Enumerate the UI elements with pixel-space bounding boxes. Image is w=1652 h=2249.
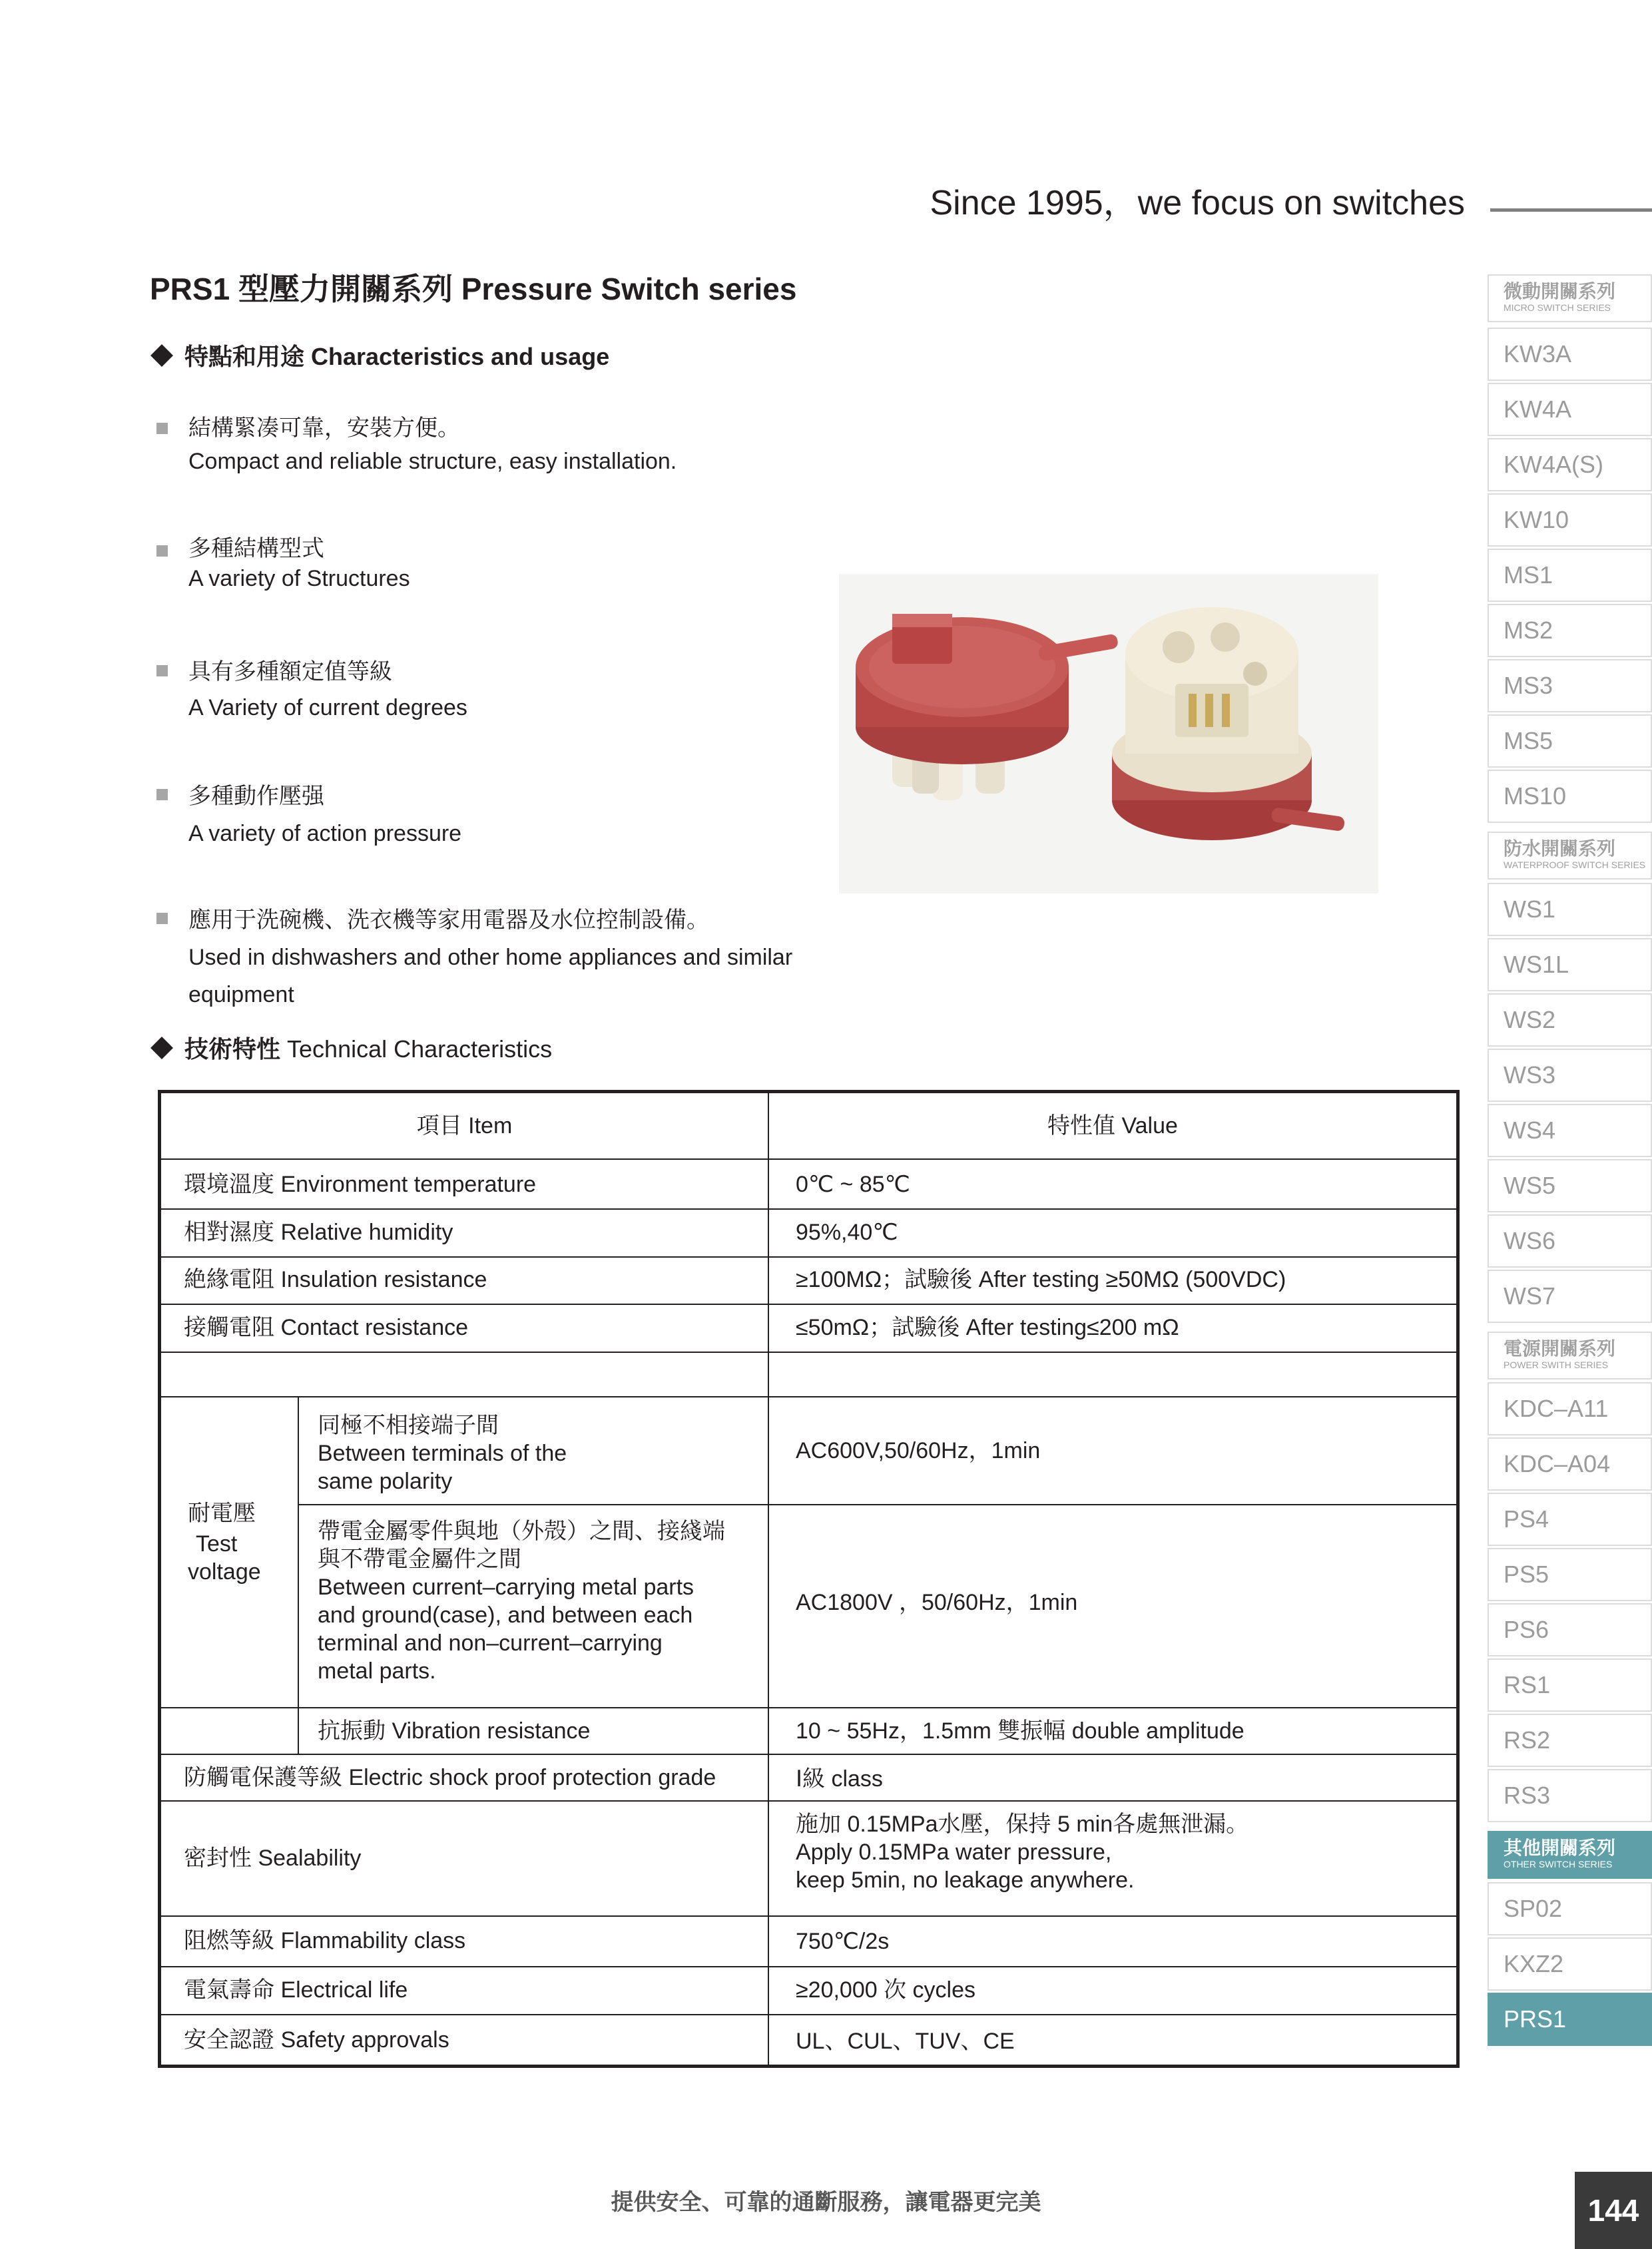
sidebar-item-ms10[interactable]: MS10	[1488, 770, 1652, 823]
footer-slogan: 提供安全、可靠的通斷服務，讓電器更完美	[611, 2190, 1041, 2215]
vibration-item: 抗振動 Vibration resistance	[318, 1718, 591, 1744]
sidebar-category-power[interactable]: 電源開關系列 POWER SWITH SERIES	[1488, 1332, 1652, 1379]
square-bullet-icon	[156, 545, 168, 557]
seal-value: 施加 0.15MPa水壓，保持 5 min各處無泄漏。 Apply 0.15MPa water pressure, keep 5min, no leakage anywhere.	[796, 1812, 1249, 1893]
sidebar-item-ms3[interactable]: MS3	[1488, 659, 1652, 712]
sidebar-item-ws6[interactable]: WS6	[1488, 1214, 1652, 1268]
row-item: 接觸電阻 Contact resistance	[184, 1315, 469, 1340]
sidebar-item-ws2[interactable]: WS2	[1488, 993, 1652, 1047]
diamond-icon	[150, 1037, 173, 1059]
bullet-item: 結構緊凑可靠，安裝方便。 Compact and reliable structure, easy installation.	[156, 411, 889, 478]
sidebar-item-kw3a[interactable]: KW3A	[1488, 328, 1652, 381]
sidebar-item-ws4[interactable]: WS4	[1488, 1104, 1652, 1157]
sidebar-item-rs3[interactable]: RS3	[1488, 1769, 1652, 1822]
bullet-item: 多種動作壓强 A variety of action pressure	[156, 778, 889, 852]
page-number: 144	[1575, 2172, 1652, 2249]
sidebar-item-ps4[interactable]: PS4	[1488, 1493, 1652, 1546]
sidebar-item-ws5[interactable]: WS5	[1488, 1159, 1652, 1212]
header-value: 特性值 Value	[1047, 1113, 1178, 1138]
row-value: ≤50mΩ；試驗後 After testing≤200 mΩ	[796, 1315, 1179, 1340]
row-item: 環境溫度 Environment temperature	[184, 1172, 537, 1197]
diamond-icon	[150, 344, 173, 367]
test-voltage-sub2-value: AC1800V ，50/60Hz，1min	[796, 1590, 1078, 1615]
header-item: 項目 Item	[416, 1113, 513, 1138]
test-voltage-sub1: 同極不相接端子間 Between terminals of the same polarity	[318, 1413, 567, 1494]
sidebar-item-rs1[interactable]: RS1	[1488, 1658, 1652, 1712]
square-bullet-icon	[156, 665, 168, 676]
shock-item: 防觸電保護等級 Electric shock proof protection grade	[184, 1765, 716, 1790]
square-bullet-icon	[156, 913, 168, 924]
sidebar-item-kdc-a04[interactable]: KDC–A04	[1488, 1437, 1652, 1491]
row-item: 絶緣電阻 Insulation resistance	[184, 1267, 487, 1292]
flame-value: 750℃/2s	[796, 1929, 890, 1954]
row-item: 相對濕度 Relative humidity	[184, 1220, 453, 1245]
sidebar-item-ws1l[interactable]: WS1L	[1488, 938, 1652, 991]
sidebar-item-ws3[interactable]: WS3	[1488, 1049, 1652, 1102]
tagline-rule	[1490, 208, 1652, 212]
sidebar-category-other[interactable]: 其他開關系列 OTHER SWITCH SERIES	[1488, 1831, 1652, 1879]
test-voltage-sub1-value: AC600V,50/60Hz，1min	[796, 1438, 1041, 1463]
page-title: PRS1 型壓力開關系列 Pressure Switch series	[150, 272, 797, 306]
sidebar-item-kw10[interactable]: KW10	[1488, 493, 1652, 547]
sidebar-item-rs2[interactable]: RS2	[1488, 1714, 1652, 1767]
square-bullet-icon	[156, 789, 168, 800]
sidebar-item-ms2[interactable]: MS2	[1488, 604, 1652, 657]
bullet-item: 多種結構型式 A variety of Structures	[156, 534, 889, 594]
row-value: ≥100MΩ；試驗後 After testing ≥50MΩ (500VDC)	[796, 1267, 1286, 1292]
vibration-value: 10 ~ 55Hz，1.5mm 雙振幅 double amplitude	[796, 1718, 1244, 1744]
test-voltage-sub2: 帶電金屬零件與地（外殻）之間、接綫端 與不帶電金屬件之間 Between current–carrying metal parts and ground(case), and between each terminal and non–current–carrying metal parts.	[318, 1519, 725, 1684]
product-photo	[839, 574, 1378, 893]
sidebar-item-ps6[interactable]: PS6	[1488, 1603, 1652, 1656]
sidebar-category-waterproof[interactable]: 防水開關系列 WATERPROOF SWITCH SERIES	[1488, 832, 1652, 879]
spec-table	[158, 1090, 1460, 2068]
bullet-item: 具有多種額定值等級 A Variety of current degrees	[156, 654, 889, 726]
sidebar-item-ws7[interactable]: WS7	[1488, 1270, 1652, 1323]
row-value: 0℃ ~ 85℃	[796, 1172, 910, 1197]
sidebar-item-ps5[interactable]: PS5	[1488, 1548, 1652, 1601]
technical-heading: 技術特性 Technical Characteristics	[150, 1031, 552, 1065]
row-value: 95%,40℃	[796, 1220, 898, 1245]
square-bullet-icon	[156, 423, 168, 434]
sidebar-item-ws1[interactable]: WS1	[1488, 883, 1652, 936]
flame-item: 阻燃等級 Flammability class	[184, 1928, 466, 1953]
sidebar-item-ms1[interactable]: MS1	[1488, 549, 1652, 602]
life-item: 電氣壽命 Electrical life	[184, 1977, 408, 2003]
sidebar-item-prs1[interactable]: PRS1	[1488, 1993, 1652, 2046]
safety-item: 安全認證 Safety approvals	[184, 2027, 449, 2053]
characteristics-heading: 特點和用途 Characteristics and usage	[150, 338, 609, 372]
sidebar-item-kw4a-s[interactable]: KW4A(S)	[1488, 438, 1652, 491]
sidebar-category-micro[interactable]: 微動開關系列 MICRO SWITCH SERIES	[1488, 274, 1652, 322]
safety-value: UL、CUL、TUV、CE	[796, 2029, 1015, 2054]
bullet-item: 應用于洗碗機、洗衣機等家用電器及水位控制設備。 Used in dishwashers and other home appliances and similar equipment	[156, 901, 889, 1013]
test-voltage-label: 耐電壓 Test voltage	[188, 1501, 261, 1585]
sidebar-item-sp02[interactable]: SP02	[1488, 1882, 1652, 1935]
sidebar-item-kdc-a11[interactable]: KDC–A11	[1488, 1382, 1652, 1435]
shock-value: Ⅰ級 class	[796, 1766, 883, 1792]
sidebar-item-ms5[interactable]: MS5	[1488, 714, 1652, 768]
tagline: Since 1995，we focus on switches	[930, 184, 1465, 222]
seal-item: 密封性 Sealability	[184, 1846, 362, 1871]
sidebar-item-kw4a[interactable]: KW4A	[1488, 383, 1652, 436]
life-value: ≥20,000 次 cycles	[796, 1977, 976, 2003]
sidebar-item-kxz2[interactable]: KXZ2	[1488, 1937, 1652, 1991]
